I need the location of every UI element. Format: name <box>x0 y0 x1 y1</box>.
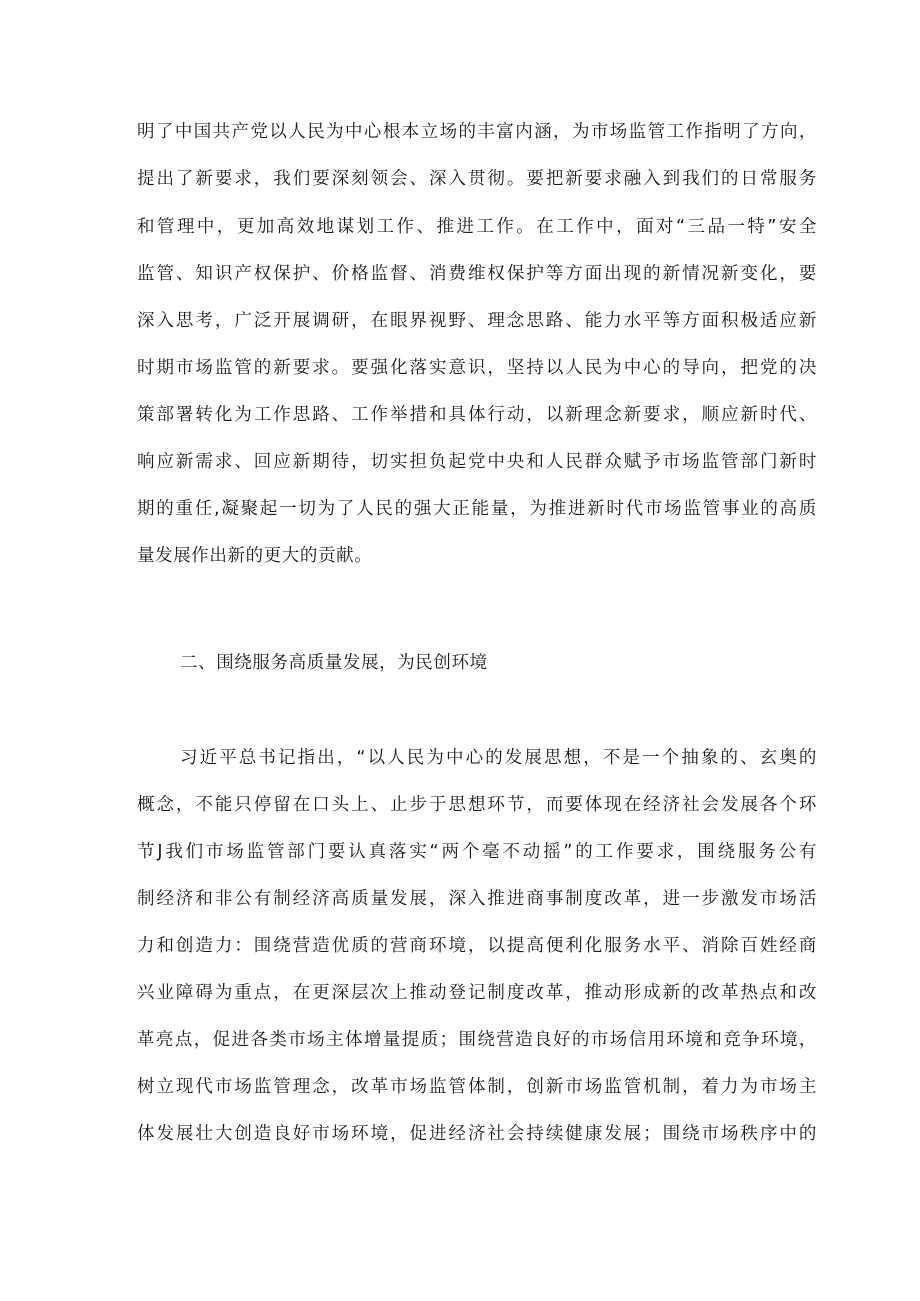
paragraph-line: 时期市场监管的新要求。要强化落实意识，坚持以人民为中心的导向，把党的决 <box>137 358 817 378</box>
paragraph-line: 力和创造力：围绕营造优质的营商环境，以提高便利化服务水平、消除百姓经商 <box>137 936 817 956</box>
paragraph-line: 策部署转化为工作思路、工作举措和具体行动，以新理念新要求，顺应新时代、 <box>137 405 817 425</box>
paragraph-line: 制经济和非公有制经济高质量发展，深入推进商事制度改革，进一步激发市场活 <box>137 889 817 909</box>
paragraph-line: 量发展作出新的更大的贡献。 <box>137 546 373 566</box>
paragraph-line: 兴业障碍为重点，在更深层次上推动登记制度改革，推动形成新的改革热点和改 <box>137 983 817 1003</box>
paragraph-line: 监管、知识产权保护、价格监督、消费维权保护等方面出现的新情况新变化，要 <box>137 264 817 284</box>
paragraph-line: 期的重任,凝聚起一切为了人民的强大正能量，为推进新时代市场监管事业的高质 <box>137 499 817 519</box>
paragraph-line: 节J我们市场监管部门要认真落实“两个毫不动摇”的工作要求，围绕服务公有 <box>137 842 817 862</box>
paragraph-line: 习近平总书记指出，“以人民为中心的发展思想，不是一个抽象的、玄奥的 <box>180 748 817 768</box>
paragraph-line: 响应新需求、回应新期待，切实担负起党中央和人民群众赋予市场监管部门新时 <box>137 452 817 472</box>
paragraph-line: 深入思考，广泛开展调研，在眼界视野、理念思路、能力水平等方面积极适应新 <box>137 311 817 331</box>
paragraph-line: 概念，不能只停留在口头上、止步于思想环节，而要体现在经济社会发展各个环 <box>137 795 817 815</box>
section-heading: 二、围绕服务高质量发展，为民创环境 <box>180 653 488 673</box>
paragraph-line: 体发展壮大创造良好市场环境，促进经济社会持续健康发展；围绕市场秩序中的 <box>137 1124 817 1144</box>
paragraph-line: 革亮点，促进各类市场主体增量提质；围绕营造良好的市场信用环境和竞争环境， <box>137 1030 817 1050</box>
paragraph-line: 树立现代市场监管理念，改革市场监管体制，创新市场监管机制，着力为市场主 <box>137 1077 817 1097</box>
paragraph-line: 提出了新要求，我们要深刻领会、深入贯彻。要把新要求融入到我们的日常服务 <box>137 169 817 189</box>
paragraph-line: 和管理中，更加高效地谋划工作、推进工作。在工作中，面对“三品一特”安全 <box>137 217 817 237</box>
paragraph-line: 明了中国共产党以人民为中心根本立场的丰富内涵，为市场监管工作指明了方向， <box>137 122 817 142</box>
